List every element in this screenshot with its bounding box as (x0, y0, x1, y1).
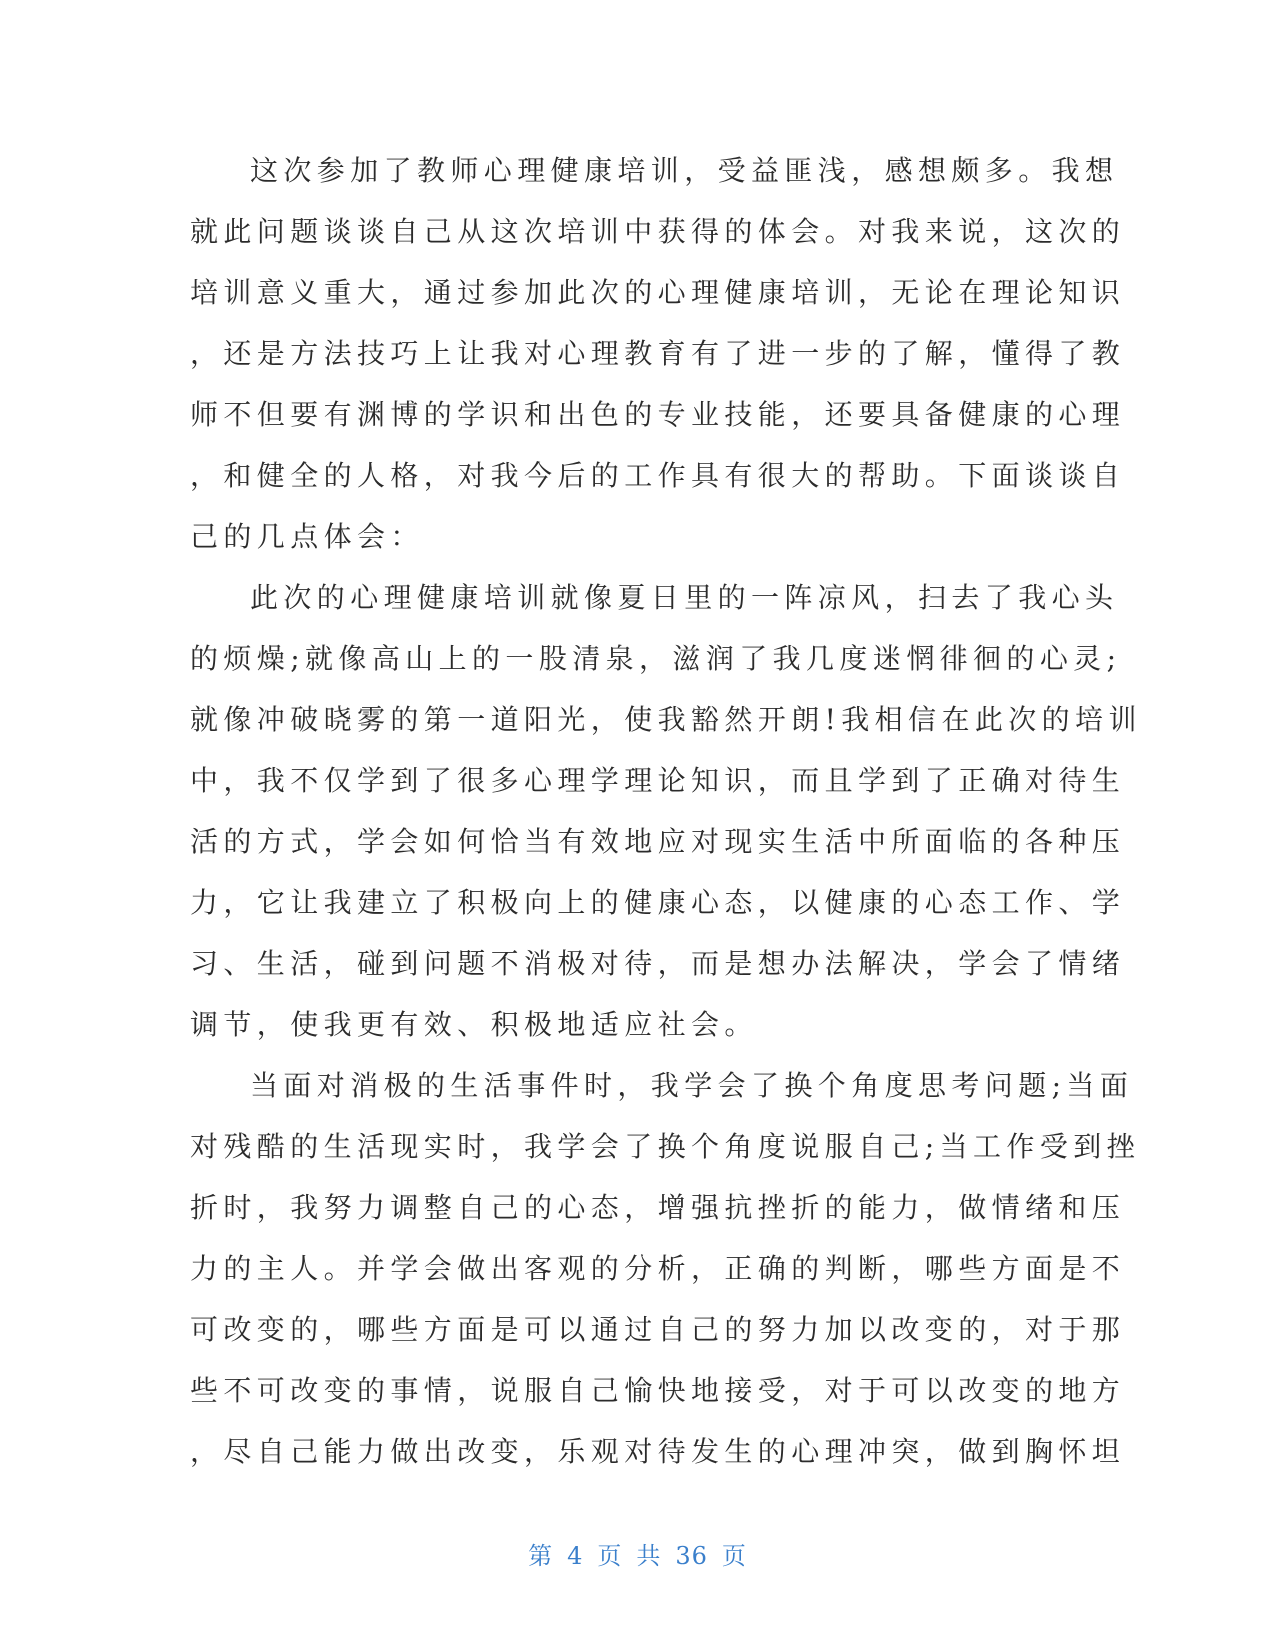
paragraph-3-line-3: 折时，我努力调整自己的心态，增强抗挫折的能力，做情绪和压 (190, 1191, 1126, 1224)
paragraph-2-line-2: 的烦燥;就像高山上的一股清泉，滋润了我几度迷惘徘徊的心灵; (190, 642, 1122, 675)
footer-page-word: 页 (597, 1542, 623, 1570)
paragraph-3-line-6: 些不可改变的事情，说服自己愉快地接受，对于可以改变的地方 (190, 1374, 1126, 1407)
paragraph-3-line-2: 对残酷的生活现实时，我学会了换个角度说服自己;当工作受到挫 (190, 1130, 1141, 1163)
paragraph-2-line-3: 就像冲破晓雾的第一道阳光，使我豁然开朗!我相信在此次的培训 (190, 703, 1142, 736)
paragraph-2-line-7: 习、生活，碰到问题不消极对待，而是想办法解决，学会了情绪 (190, 947, 1126, 980)
paragraph-1-line-6: ，和健全的人格，对我今后的工作具有很大的帮助。下面谈谈自 (190, 459, 1126, 492)
paragraph-3-line-1: 当面对消极的生活事件时，我学会了换个角度思考问题;当面 (250, 1069, 1134, 1102)
paragraph-3-line-5: 可改变的，哪些方面是可以通过自己的努力加以改变的，对于那 (190, 1313, 1126, 1346)
paragraph-1-line-4: ，还是方法技巧上让我对心理教育有了进一步的了解，懂得了教 (190, 337, 1126, 370)
footer-prefix: 第 (528, 1542, 554, 1570)
paragraph-1-line-7: 己的几点体会： (190, 520, 424, 553)
paragraph-1-line-1: 这次参加了教师心理健康培训，受益匪浅，感想颇多。我想 (250, 154, 1119, 187)
footer-total-word: 共 (636, 1542, 662, 1570)
body-text (190, 140, 1142, 1482)
paragraph-1-line-5: 师不但要有渊博的学识和出色的专业技能，还要具备健康的心理 (190, 398, 1126, 431)
paragraph-3-line-4: 力的主人。并学会做出客观的分析，正确的判断，哪些方面是不 (190, 1252, 1126, 1285)
paragraph-2-line-8: 调节，使我更有效、积极地适应社会。 (190, 1008, 758, 1041)
paragraph-2-line-5: 活的方式，学会如何恰当有效地应对现实生活中所面临的各种压 (190, 825, 1126, 858)
paragraph-1-line-2: 就此问题谈谈自己从这次培训中获得的体会。对我来说，这次的 (190, 215, 1126, 248)
footer-total-pages: 36 (675, 1542, 708, 1570)
paragraph-1-line-3: 培训意义重大，通过参加此次的心理健康培训，无论在理论知识 (190, 276, 1126, 309)
paragraph-2-line-1: 此次的心理健康培训就像夏日里的一阵凉风，扫去了我心头 (250, 581, 1119, 614)
paragraph-2-line-6: 力，它让我建立了积极向上的健康心态，以健康的心态工作、学 (190, 886, 1126, 919)
footer-suffix: 页 (721, 1542, 747, 1570)
paragraph-2-line-4: 中，我不仅学到了很多心理学理论知识，而且学到了正确对待生 (190, 764, 1126, 797)
paragraph-3-line-7: ，尽自己能力做出改变，乐观对待发生的心理冲突，做到胸怀坦 (190, 1435, 1126, 1468)
page-footer (0, 1536, 1275, 1571)
footer-current-page: 4 (567, 1542, 584, 1570)
